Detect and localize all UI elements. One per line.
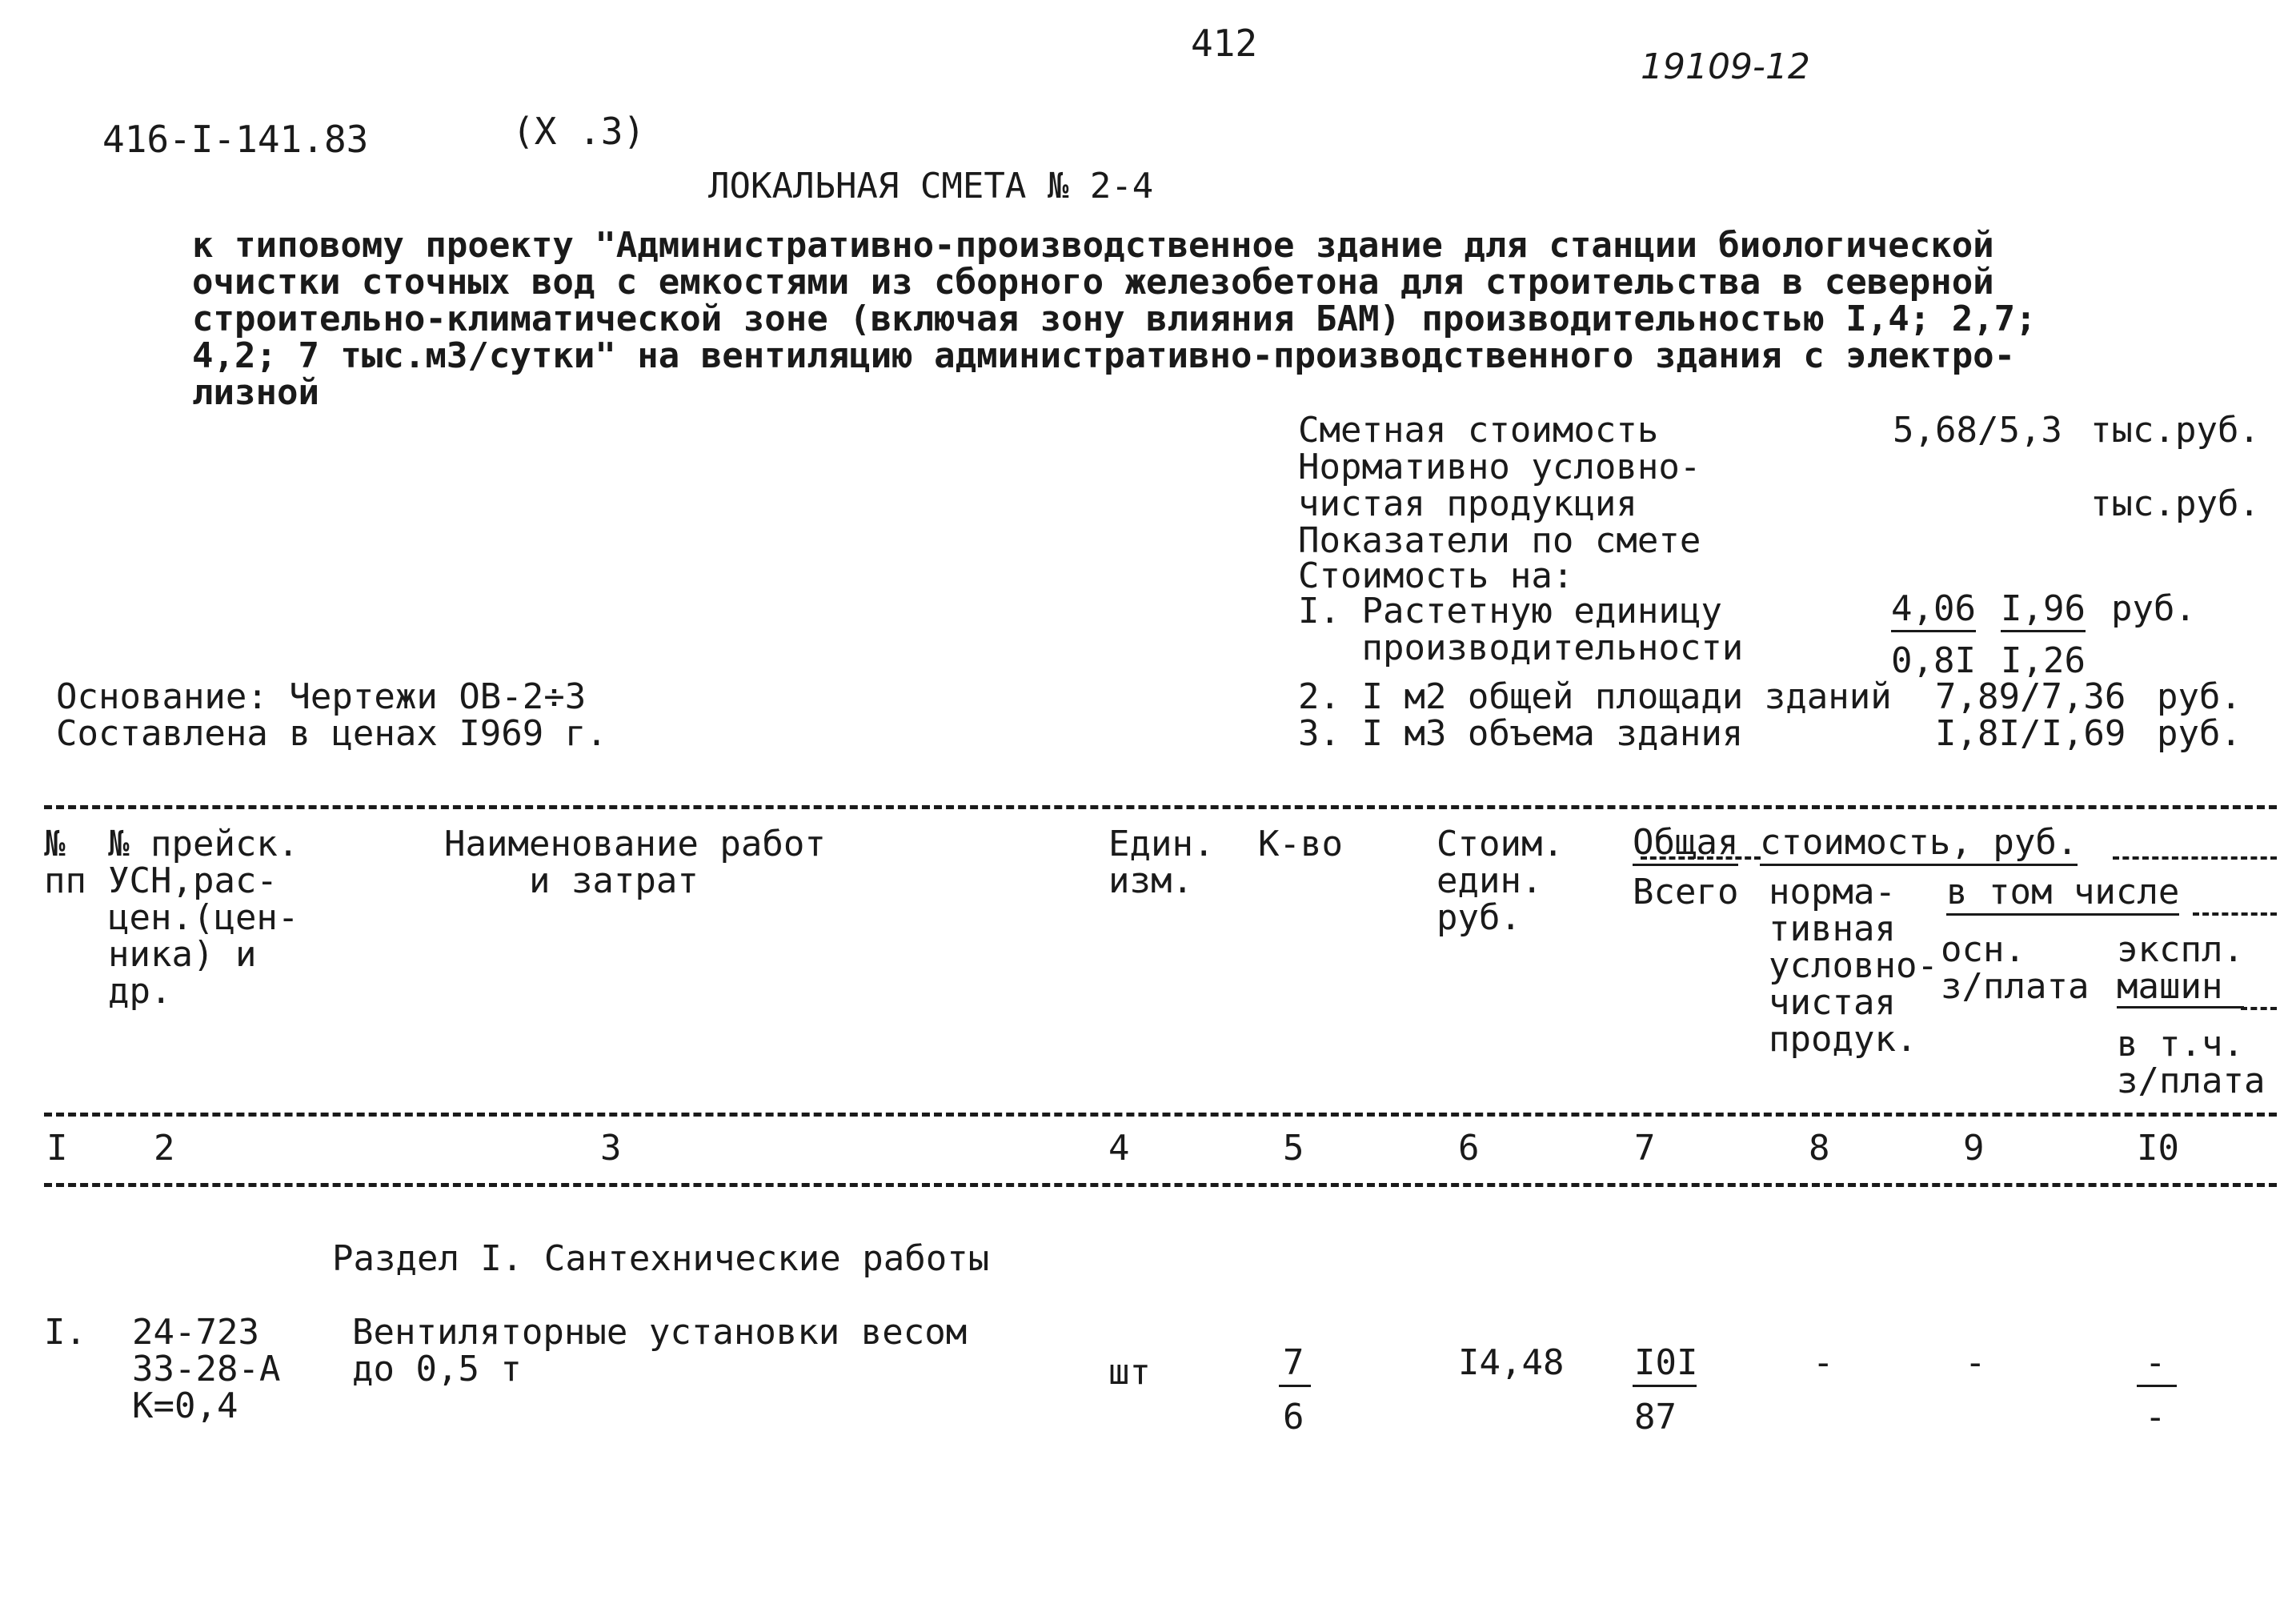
table-top-rule	[44, 805, 2277, 809]
row-number: I.	[44, 1312, 86, 1353]
row-quantity-top: 7	[1283, 1342, 1304, 1383]
total-fraction-line	[1633, 1385, 1697, 1387]
handwritten-code: 19109-12	[1641, 46, 1810, 87]
row-quantity-bottom: 6	[1283, 1397, 1304, 1438]
estimated-cost-label: Сметная стоимость	[1298, 410, 1659, 451]
row-base-salary: -	[1965, 1342, 1986, 1383]
column-number: 6	[1458, 1128, 1480, 1169]
header-col6-unit-cost: Стоим. един. руб.	[1437, 824, 1564, 938]
indicator-2-label: 2. I м2 общей площади зданий	[1298, 676, 1892, 717]
column-number: I	[46, 1128, 68, 1169]
document-title: ЛОКАЛЬНАЯ СМЕТА № 2-4	[708, 166, 1154, 207]
header-including: в том числе	[1946, 874, 2179, 911]
row-normative: -	[1813, 1342, 1834, 1383]
header-col10-machines: экспл. машин	[2117, 929, 2244, 1007]
column-number: 2	[154, 1128, 175, 1169]
row-work-name: Вентиляторные установки весом до 0,5 т	[352, 1312, 968, 1389]
indicator-3-value: I,8I/I,69	[1935, 713, 2126, 754]
description-line: строительно-климатической зоне (включая зону влияния БАМ) производительностью I,4; 2,7;	[192, 299, 2037, 339]
document-code: 416-I-141.83	[102, 118, 369, 161]
section-title: Раздел I. Сантехнические работы	[332, 1238, 990, 1279]
basis-prices-year: Составлена в ценах I969 г.	[56, 713, 607, 754]
column-number: 4	[1108, 1128, 1130, 1169]
header-filler-rule	[2241, 1007, 2277, 1010]
header-total-cost-group: Общая стоимость, руб.	[1633, 824, 2078, 861]
header-bottom-rule	[44, 1113, 2277, 1117]
header-filler-rule	[2193, 912, 2277, 916]
page-number: 412	[1191, 22, 1258, 65]
row-machines-top: -	[2145, 1342, 2166, 1383]
cost-on-label: Стоимость на:	[1298, 555, 1574, 596]
header-col9-base-salary: осн. з/плата	[1941, 929, 2090, 1007]
indicator-3-unit: руб.	[2157, 713, 2242, 754]
column-number: 9	[1963, 1128, 1985, 1169]
header-col5-quantity: К-во	[1258, 824, 1343, 864]
indicator-2-unit: руб.	[2157, 676, 2242, 717]
row-machines-bottom: -	[2145, 1397, 2166, 1438]
header-col1-num: № пп	[44, 824, 86, 901]
indicator-1-unit: руб.	[2111, 588, 2196, 629]
description-line: лизной	[192, 372, 319, 413]
indicator-2-value: 7,89/7,36	[1935, 676, 2126, 717]
column-number: 8	[1809, 1128, 1830, 1169]
header-col7-total: Всего	[1633, 872, 1739, 912]
row-total-bottom: 87	[1634, 1397, 1677, 1438]
indicator-1-label: I. Растетную единицу	[1298, 591, 1722, 632]
indicator-3-label: 3. I м3 объема здания	[1298, 713, 1744, 754]
column-number: 7	[1634, 1128, 1656, 1169]
row-total-top: I0I	[1634, 1342, 1698, 1383]
description-line: 4,2; 7 тыс.м3/сутки" на вентиляцию административно-производственного здания с электро-	[192, 335, 2016, 376]
indicator-1-numerator-a: 4,06	[1891, 591, 1976, 628]
normative-label-line: чистая продукция	[1298, 483, 1637, 524]
header-col8-normative: норма- тивная условно- чистая продук.	[1769, 872, 1938, 1060]
header-col3-work-name: Наименование работ и затрат	[444, 824, 826, 901]
column-number: I0	[2137, 1128, 2179, 1169]
machines-fraction-line	[2137, 1385, 2177, 1387]
column-numbers-rule	[44, 1183, 2277, 1187]
normative-unit: тыс.руб.	[2090, 483, 2260, 524]
estimated-cost-value: 5,68/5,3	[1893, 410, 2062, 451]
basis-drawings: Основание: Чертежи ОВ-2÷3	[56, 676, 587, 717]
indicator-1-denominator-a: 0,8I	[1891, 640, 1976, 681]
row-price-code: 24-723 33-28-А К=0,4	[132, 1312, 281, 1426]
quantity-fraction-line	[1279, 1385, 1311, 1387]
description-line: к типовому проекту "Административно-производственное здание для станции биологической	[192, 225, 1994, 266]
estimated-cost-unit: тыс.руб.	[2090, 410, 2260, 451]
indicator-1-numerator-b: I,96	[2001, 591, 2086, 628]
row-unit: шт	[1108, 1352, 1151, 1393]
header-filler-rule	[2113, 856, 2277, 860]
row-unit-cost: I4,48	[1458, 1342, 1565, 1383]
header-col10-salary: в т.ч. з/плата	[2117, 1024, 2266, 1101]
indicator-1-label: производительности	[1298, 628, 1744, 668]
header-col2-price-code: № прейск. УСН,рас- цен.(цен- ника) и др.	[108, 824, 299, 1012]
volume-label: (X .3)	[512, 110, 646, 153]
column-number: 3	[600, 1128, 622, 1169]
description-line: очистки сточных вод с емкостями из сборного железобетона для строительства в северной	[192, 262, 1994, 303]
indicator-1-denominator-b: I,26	[2001, 640, 2086, 681]
normative-label-line: Нормативно условно-	[1298, 447, 1701, 487]
indicators-label: Показатели по смете	[1298, 520, 1701, 561]
column-number: 5	[1283, 1128, 1304, 1169]
header-col4-unit: Един. изм.	[1108, 824, 1215, 901]
